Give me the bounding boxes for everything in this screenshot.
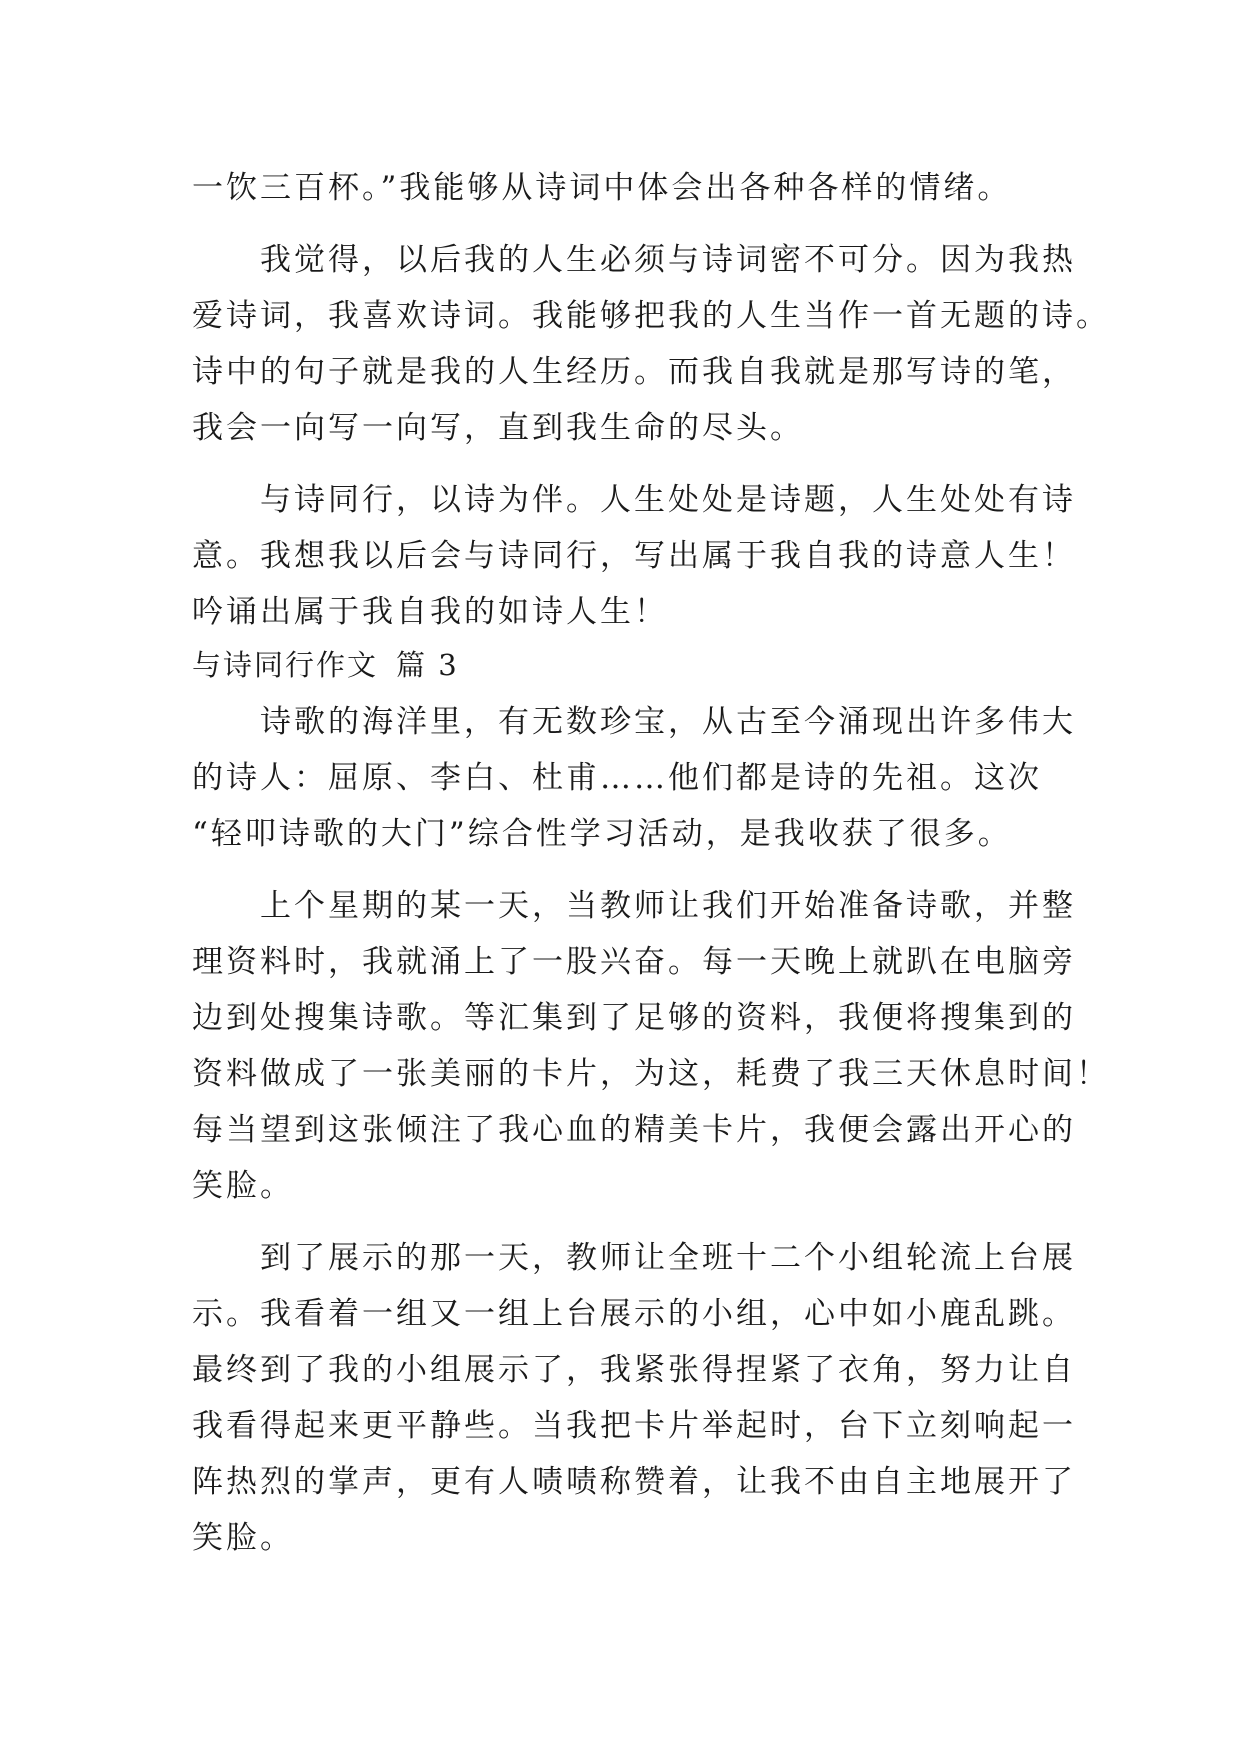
text-line: 笑脸。 (192, 1520, 294, 1556)
text-line: 意。我想我以后会与诗同行，写出属于我自我的诗意人生！ (192, 538, 1076, 574)
text-line: 每当望到这张倾注了我心血的精美卡片，我便会露出开心的 (192, 1112, 1076, 1148)
paragraph (192, 878, 1110, 1214)
text-line: 一饮三百杯。”我能够从诗词中体会出各种各样的情绪。 (192, 170, 1012, 206)
text-line: 示。我看着一组又一组上台展示的小组，心中如小鹿乱跳。 (192, 1296, 1076, 1332)
text-line: 理资料时，我就涌上了一股兴奋。每一天晚上就趴在电脑旁 (192, 944, 1076, 980)
text-line: 到了展示的那一天，教师让全班十二个小组轮流上台展 (260, 1240, 1076, 1276)
text-line: 的诗人：屈原、李白、杜甫……他们都是诗的先祖。这次 (192, 760, 1042, 796)
paragraph (192, 232, 1110, 456)
text-line: 我会一向写一向写，直到我生命的尽头。 (192, 410, 804, 446)
section-number: 篇 3 (396, 648, 459, 682)
paragraph (192, 472, 1076, 640)
text-line: 最终到了我的小组展示了，我紧张得捏紧了衣角，努力让自 (192, 1352, 1076, 1388)
text-line: 诗中的句子就是我的人生经历。而我自我就是那写诗的笔， (192, 354, 1076, 390)
section-title: 与诗同行作文 (192, 648, 379, 682)
paragraph (192, 1230, 1076, 1566)
paragraph (192, 160, 1052, 216)
text-line: 与诗同行，以诗为伴。人生处处是诗题，人生处处有诗 (260, 482, 1076, 518)
text-line: 诗歌的海洋里，有无数珍宝，从古至今涌现出许多伟大 (260, 704, 1076, 740)
text-line: 我觉得，以后我的人生必须与诗词密不可分。因为我热 (260, 242, 1076, 278)
text-line: 爱诗词，我喜欢诗词。我能够把我的人生当作一首无题的诗。 (192, 298, 1110, 334)
text-line: 上个星期的某一天，当教师让我们开始准备诗歌，并整 (260, 888, 1076, 924)
text-line: 资料做成了一张美丽的卡片，为这，耗费了我三天休息时间！ (192, 1056, 1110, 1092)
text-line: 笑脸。 (192, 1168, 294, 1204)
text-line: 吟诵出属于我自我的如诗人生！ (192, 594, 668, 630)
text-line: 我看得起来更平静些。当我把卡片举起时，台下立刻响起一 (192, 1408, 1076, 1444)
text-line: 边到处搜集诗歌。等汇集到了足够的资料，我便将搜集到的 (192, 1000, 1076, 1036)
essay-body (192, 160, 1110, 1566)
section-heading (192, 640, 1052, 690)
paragraph (192, 694, 1076, 862)
text-line: 阵热烈的掌声，更有人啧啧称赞着，让我不由自主地展开了 (192, 1464, 1076, 1500)
text-line: “轻叩诗歌的大门”综合性学习活动，是我收获了很多。 (192, 816, 1012, 852)
